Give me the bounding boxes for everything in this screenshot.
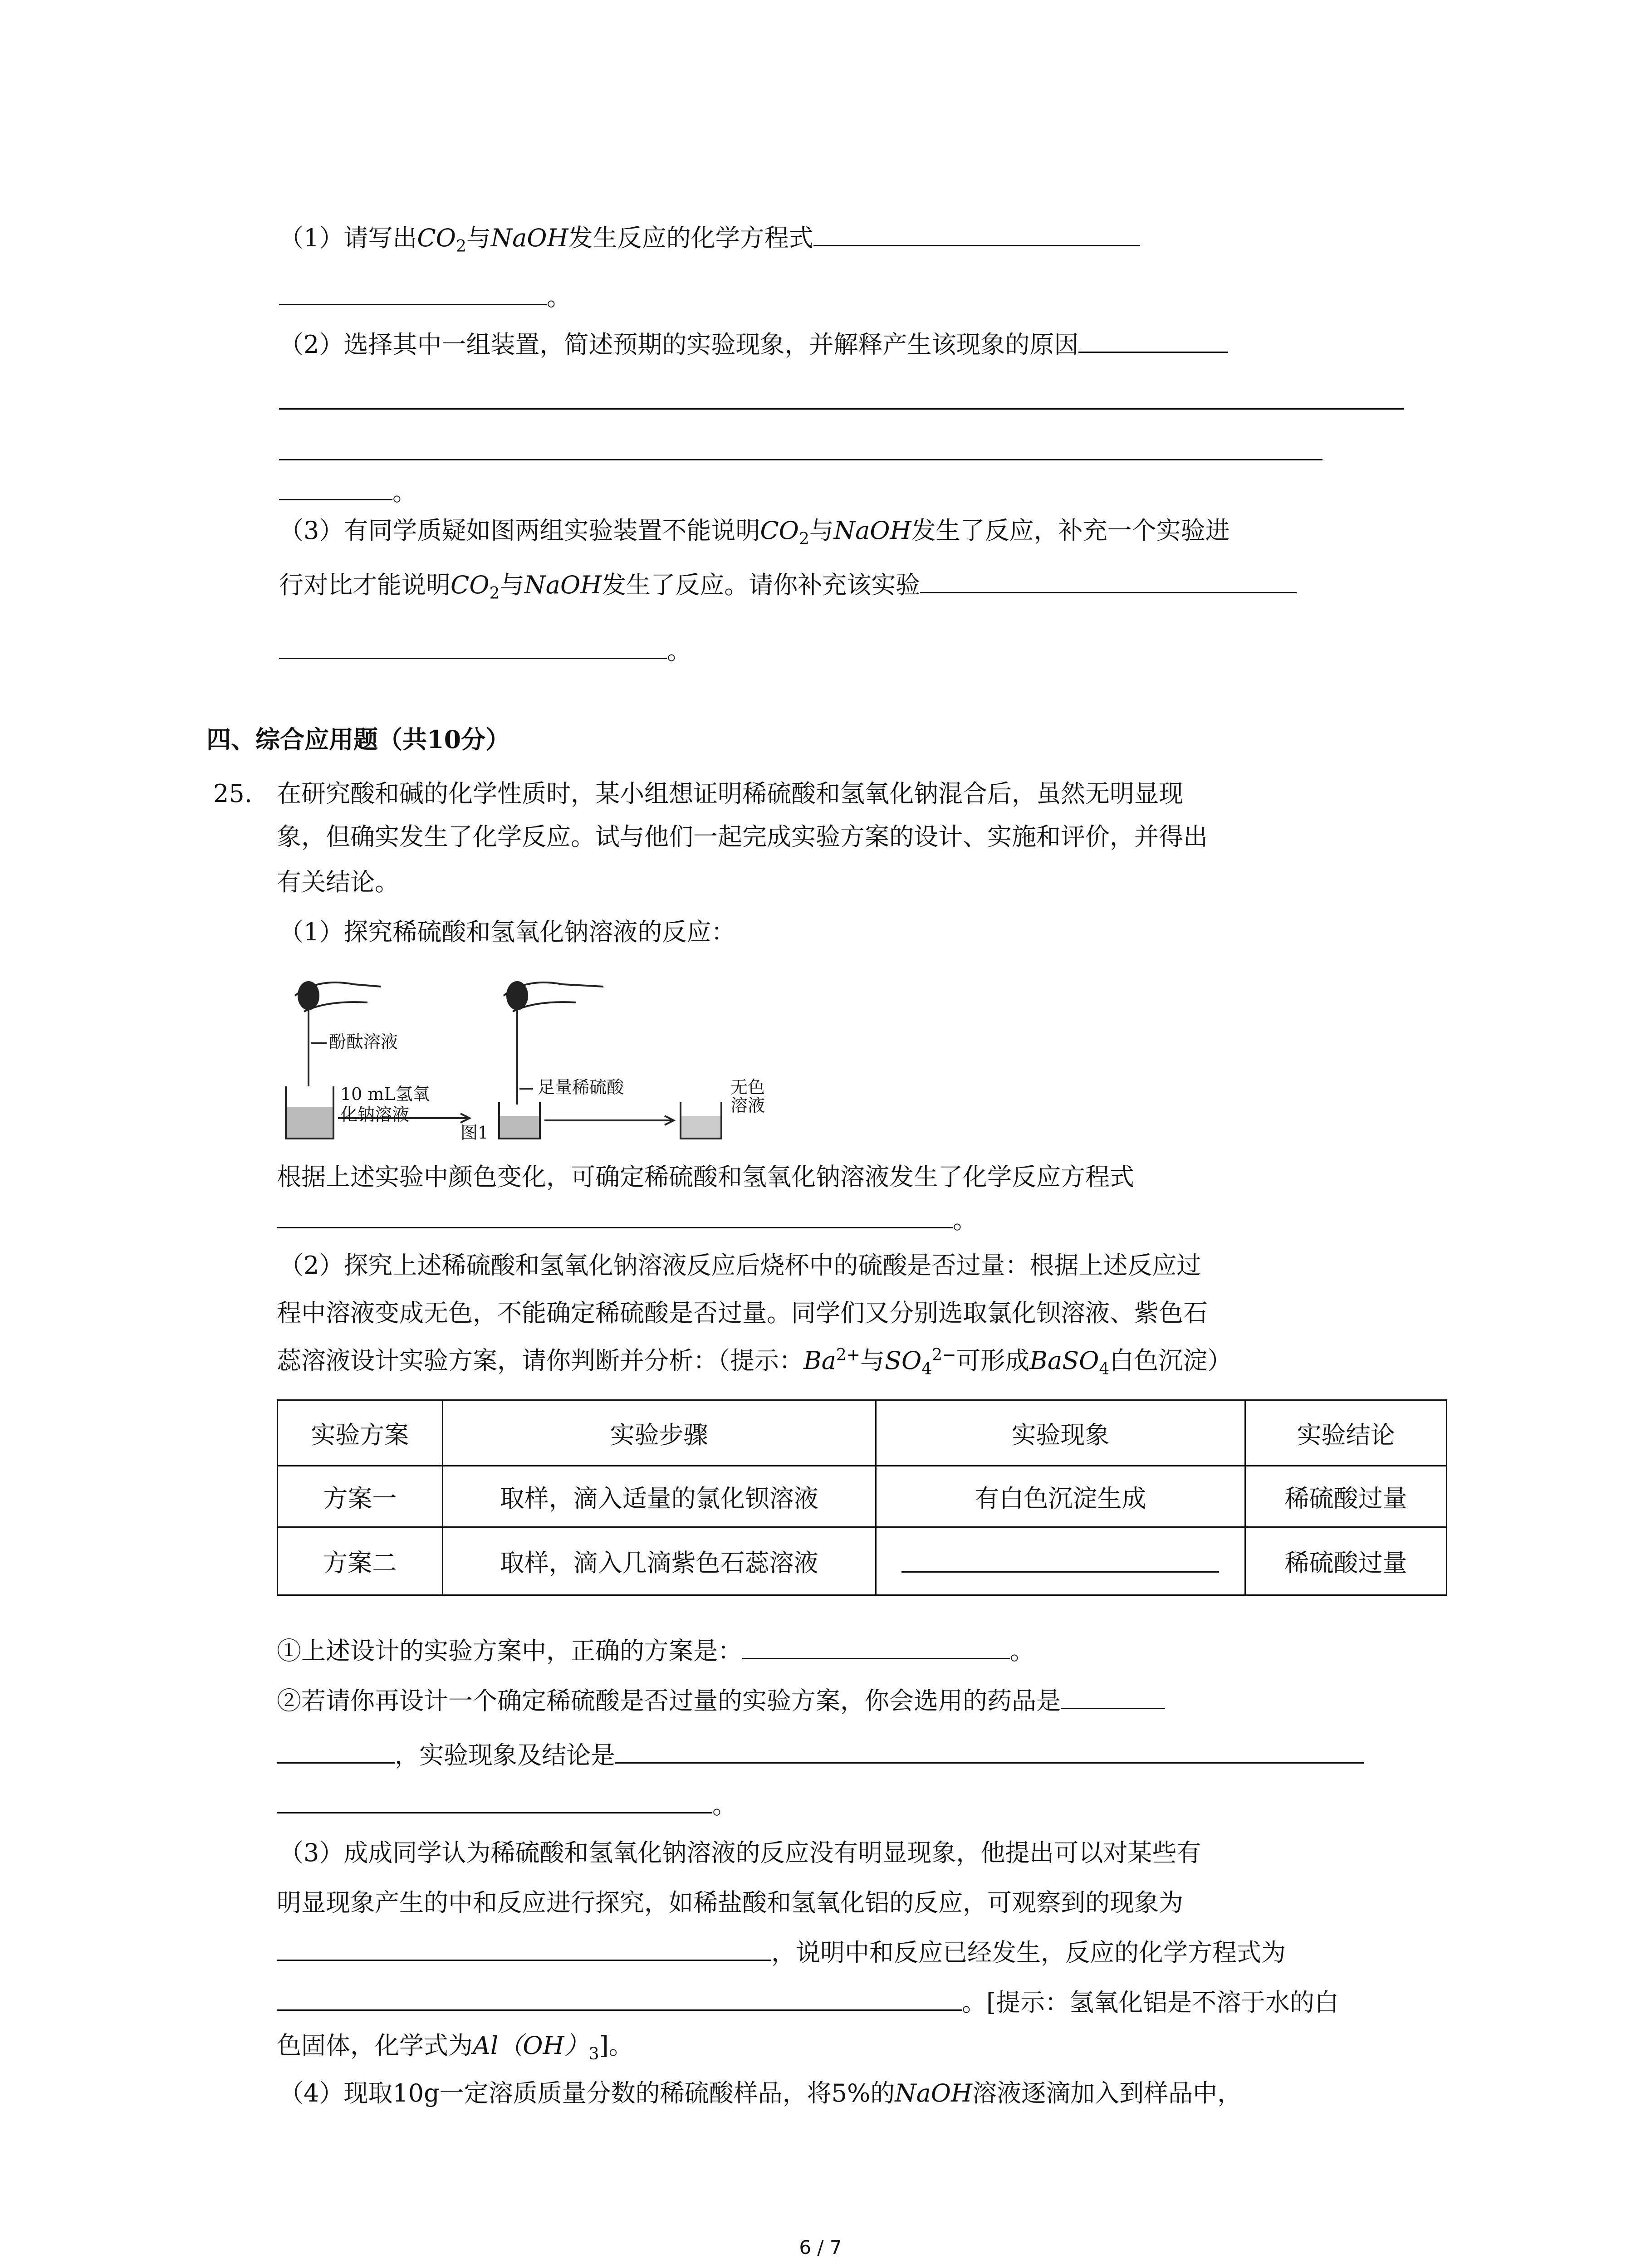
page-number: 6 / 7 — [799, 2236, 842, 2258]
answer-line[interactable] — [279, 408, 1404, 410]
answer-line[interactable] — [279, 459, 1323, 460]
section-title: 四、综合应用题（共10分） — [206, 725, 510, 754]
q25-part3-2: 明显现象产生的中和反应进行探究，如稀盐酸和氢氧化铝的反应，可观察到的现象为 — [277, 1888, 1183, 1917]
answer-blank[interactable] — [277, 1204, 953, 1228]
label-naoh-1: 10 mL氢氧 — [340, 1084, 430, 1104]
q25-c1: ①上述设计的实验方案中，正确的方案是： 。 — [277, 1633, 1034, 1669]
q25-c2-cont: ，实验现象及结论是 — [277, 1737, 1364, 1774]
table-cell: 稀硫酸过量 — [1245, 1527, 1447, 1595]
table-cell: 取样，滴入适量的氯化钡溶液 — [442, 1466, 876, 1527]
q24-part3-line2: 行对比才能说明$CO_2$与NaOH发生了反应。请你补充该实验 — [279, 567, 1297, 603]
q25-part2-2: 程中溶液变成无色，不能确定稀硫酸是否过量。同学们又分别选取氯化钡溶液、紫色石 — [277, 1299, 1208, 1327]
table-cell: 有白色沉淀生成 — [876, 1466, 1245, 1527]
dropper-bulb-icon — [507, 982, 527, 1009]
table-header: 实验步骤 — [442, 1400, 876, 1466]
q25-part2-1: （2）探究上述稀硫酸和氢氧化钠溶液反应后烧杯中的硫酸是否过量：根据上述反应过 — [279, 1251, 1201, 1280]
q25-c2-end: 。 — [277, 1787, 737, 1823]
table-cell: 方案一 — [278, 1466, 443, 1527]
q24-part3: （3）有同学质疑如图两组实验装置不能说明$CO_2$与NaOH发生了反应，补充一个实验进 — [279, 516, 1230, 548]
answer-blank[interactable] — [813, 222, 1140, 246]
table-row — [278, 1527, 1447, 1595]
table-cell — [876, 1527, 1245, 1595]
q24-part1-cont: 。 — [279, 279, 571, 315]
figure-caption: 图1 — [460, 1123, 489, 1143]
answer-blank[interactable] — [279, 476, 392, 500]
q25-intro-1: 在研究酸和碱的化学性质时，某小组想证明稀硫酸和氢氧化钠混合后，虽然无明显现 — [277, 779, 1183, 808]
table-cell: 取样，滴入几滴紫色石蕊溶液 — [442, 1527, 876, 1595]
q25-part3-3: ，说明中和反应已经发生，反应的化学方程式为 — [277, 1935, 1286, 1971]
q25-intro-3: 有关结论。 — [277, 868, 399, 896]
q25-part3-1: （3）成成同学认为稀硫酸和氢氧化钠溶液的反应没有明显现象，他提出可以对某些有 — [279, 1838, 1201, 1867]
answer-blank[interactable] — [277, 1740, 395, 1764]
table-row — [278, 1466, 1447, 1527]
dropper-bulb-icon — [299, 982, 318, 1009]
q24-part1: （1）请写出$CO_2$与NaOH发生反应的化学方程式 — [279, 220, 1140, 256]
answer-blank[interactable] — [277, 1937, 771, 1961]
label-naoh-2: 化钠溶液 — [340, 1105, 410, 1124]
q25-part3-4: 。[提示：氢氧化铝是不溶于水的白 — [277, 1984, 1339, 2021]
answer-blank[interactable] — [279, 281, 547, 305]
q25-part1-text: 根据上述实验中颜色变化，可确定稀硫酸和氢氧化钠溶液发生了化学反应方程式 — [277, 1163, 1134, 1191]
label-acid: 足量稀硫酸 — [538, 1077, 624, 1097]
answer-blank[interactable] — [277, 1987, 962, 2011]
q25-part1-blank: 。 — [277, 1202, 977, 1238]
table-cell: 稀硫酸过量 — [1245, 1466, 1447, 1527]
q25-intro-2: 象，但确实发生了化学反应。试与他们一起完成实验方案的设计、实施和评价，并得出 — [277, 822, 1208, 851]
table-header-row — [278, 1400, 1447, 1466]
q25-number: 25. — [213, 779, 252, 808]
q25-part4: （4）现取10g一定溶质质量分数的稀硫酸样品，将5%的NaOH溶液逐滴加入到样品中， — [279, 2079, 1242, 2107]
label-clear-2: 溶液 — [730, 1095, 765, 1115]
table-header: 实验方案 — [278, 1400, 443, 1466]
experiment-figure — [277, 968, 812, 1145]
q25-part2-3: 蕊溶液设计实验方案，请你判断并分析：（提示：$Ba^{2+}$与$SO_4^{2-}$可形成BaSO$_4$白色沉淀） — [277, 1346, 1232, 1378]
q24-part2-end: 。 — [279, 474, 417, 510]
table-header: 实验结论 — [1245, 1400, 1447, 1466]
answer-blank[interactable] — [1078, 329, 1228, 353]
experiment-table — [277, 1399, 1447, 1596]
answer-blank[interactable] — [1061, 1685, 1165, 1709]
q25-c2: ②若请你再设计一个确定稀硫酸是否过量的实验方案，你会选用的药品是 — [277, 1683, 1165, 1719]
label-phenolphthalein: 酚酞溶液 — [329, 1032, 398, 1052]
answer-blank[interactable] — [742, 1635, 1010, 1659]
answer-blank[interactable] — [277, 1789, 712, 1813]
answer-blank[interactable] — [920, 569, 1297, 593]
label-clear-1: 无色 — [730, 1077, 765, 1097]
q24-part2: （2）选择其中一组装置，简述预期的实验现象，并解释产生该现象的原因 — [279, 327, 1228, 363]
table-cell: 方案二 — [278, 1527, 443, 1595]
answer-blank[interactable] — [279, 635, 667, 659]
q25-part3-5: 色固体，化学式为$Al(OH)_3$]。 — [277, 2031, 633, 2063]
table-header: 实验现象 — [876, 1400, 1245, 1466]
answer-blank[interactable] — [615, 1740, 1364, 1764]
answer-blank[interactable] — [901, 1544, 1219, 1573]
q25-part1: （1）探究稀硫酸和氢氧化钠溶液的反应： — [279, 918, 736, 946]
q24-part3-end: 。 — [279, 633, 691, 669]
